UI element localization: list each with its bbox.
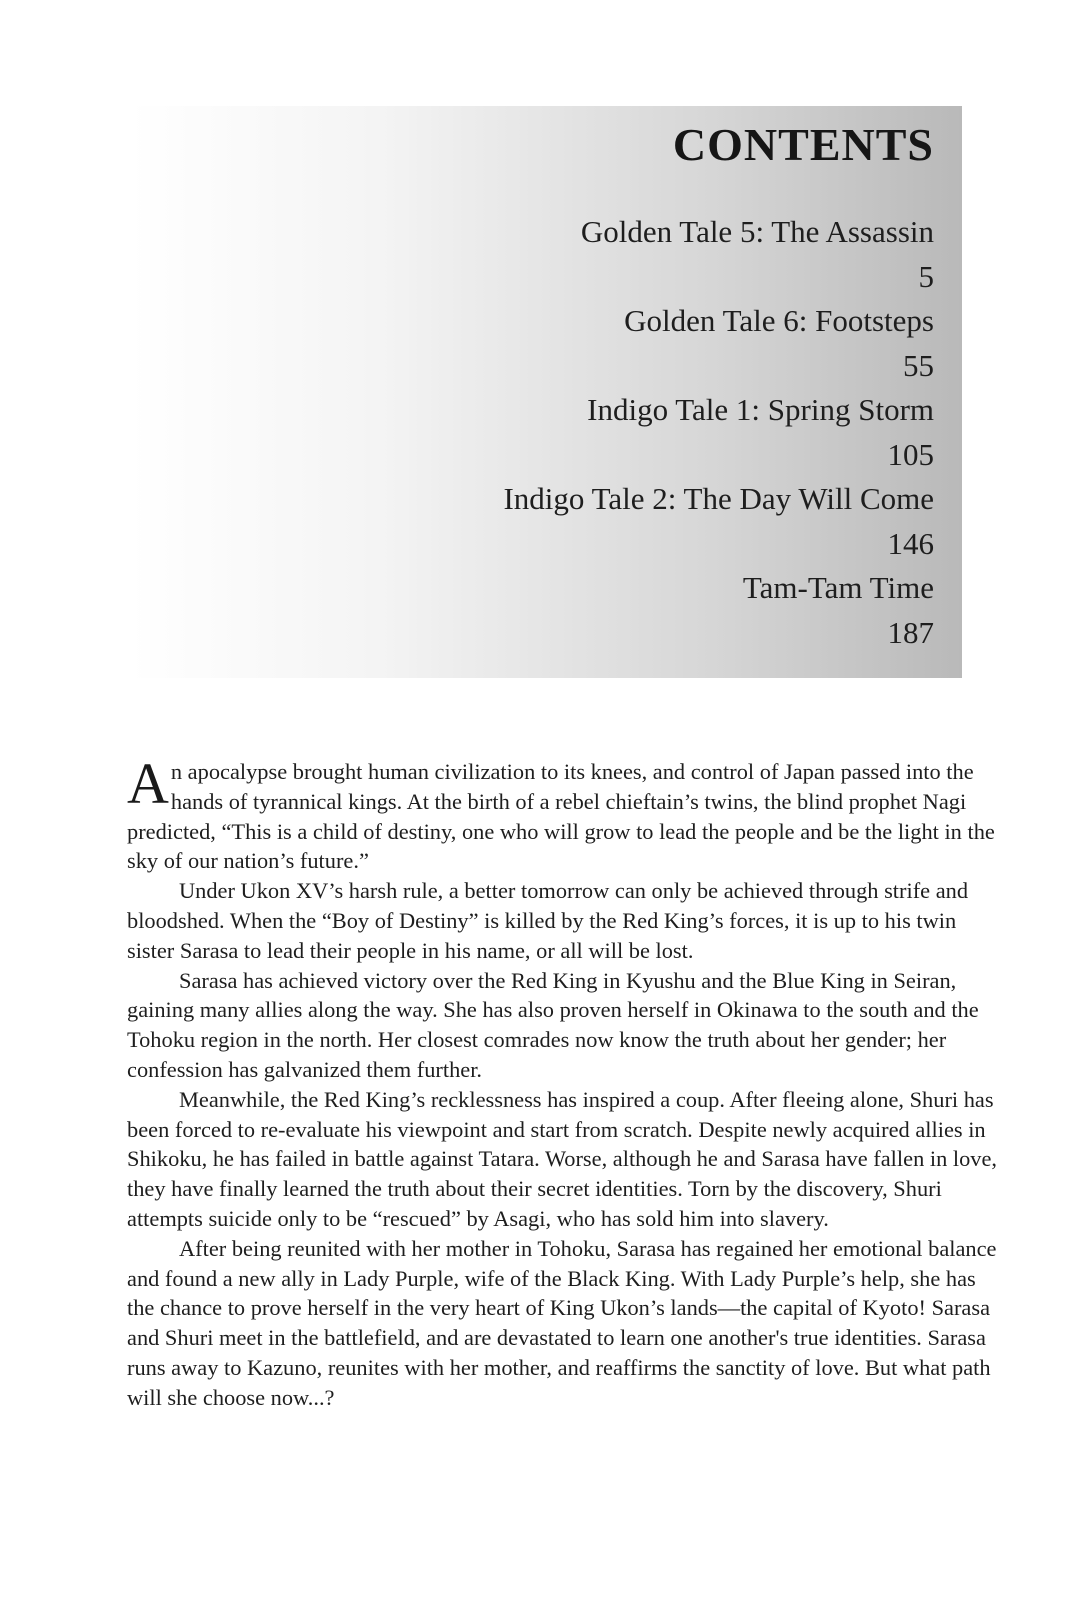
toc-entry [503, 299, 934, 388]
contents-panel [130, 106, 962, 678]
toc-entry [503, 210, 934, 299]
toc-entry-title: Indigo Tale 1: Spring Storm [587, 392, 934, 427]
toc-entry [503, 388, 934, 477]
toc-entry-title: Golden Tale 6: Footsteps [624, 303, 934, 338]
synopsis-paragraph: After being reunited with her mother in Tohoku, Sarasa has regained her emotional balance and found a new ally in Lady Purple, wife of the Black King. With Lady Purple’s help, she has the chance to prove herself in the very heart of King Ukon’s lands—the capital of Kyoto! Sarasa and Shuri meet in the battlefield, and are devastated to learn one another's true identities. Sarasa runs away to Kazuno, reunites with her mother, and reaffirms the sanctity of love. But what path will she choose now...? [127, 1235, 997, 1410]
synopsis-paragraph: Meanwhile, the Red King’s recklessness has inspired a coup. After fleeing alone, Shuri has been forced to re-evaluate his viewpoint and start from scratch. Despite newly acquired allies in Shikoku, he has failed in battle against Tatara. Worse, although he and Sarasa have fallen in love, they have finally learned the truth about their secret identities. Torn by the discovery, Shuri attempts suicide only to be “rescued” by Asagi, who has sold him into slavery. [127, 1086, 998, 1231]
toc-entry-title: Golden Tale 5: The Assassin [580, 214, 934, 249]
toc-entry [503, 566, 934, 655]
toc-entry-page: 187 [887, 614, 934, 650]
toc-entry-page: 5 [918, 258, 934, 294]
synopsis [127, 751, 1007, 1413]
toc-entry-page: 55 [903, 347, 934, 383]
synopsis-paragraph-text: n apocalypse brought human civilization to its knees, and control of Japan passed into the hands of tyrannical kings. At the birth of a rebel chieftain’s twins, the blind prophet Nagi predicted, “This is a child of destiny, one who will grow to lead the people and be the light in the sky of our nation’s future.” [127, 759, 995, 874]
drop-cap: A [127, 751, 169, 816]
toc-entry [503, 477, 934, 566]
toc-entry-page: 146 [887, 525, 934, 561]
synopsis-paragraph [127, 751, 1007, 876]
synopsis-paragraph: Under Ukon XV’s harsh rule, a better tomorrow can only be achieved through strife and bloodshed. When the “Boy of Destiny” is killed by the Red King’s forces, it is up to his twin sister Sarasa to lead their people in his name, or all will be lost. [127, 878, 969, 963]
table-of-contents [503, 210, 934, 655]
toc-entry-page: 105 [887, 436, 934, 472]
synopsis-paragraph: Sarasa has achieved victory over the Red King in Kyushu and the Blue King in Seiran, gaining many allies along the way. She has also proven herself in Okinawa to the south and the Tohoku region in the north. Her closest comrades now know the truth about her gender; her confession has galvanized them further. [127, 967, 979, 1082]
contents-heading: CONTENTS [672, 119, 934, 170]
toc-entry-title: Indigo Tale 2: The Day Will Come [503, 481, 934, 516]
toc-entry-title: Tam-Tam Time [742, 570, 934, 605]
